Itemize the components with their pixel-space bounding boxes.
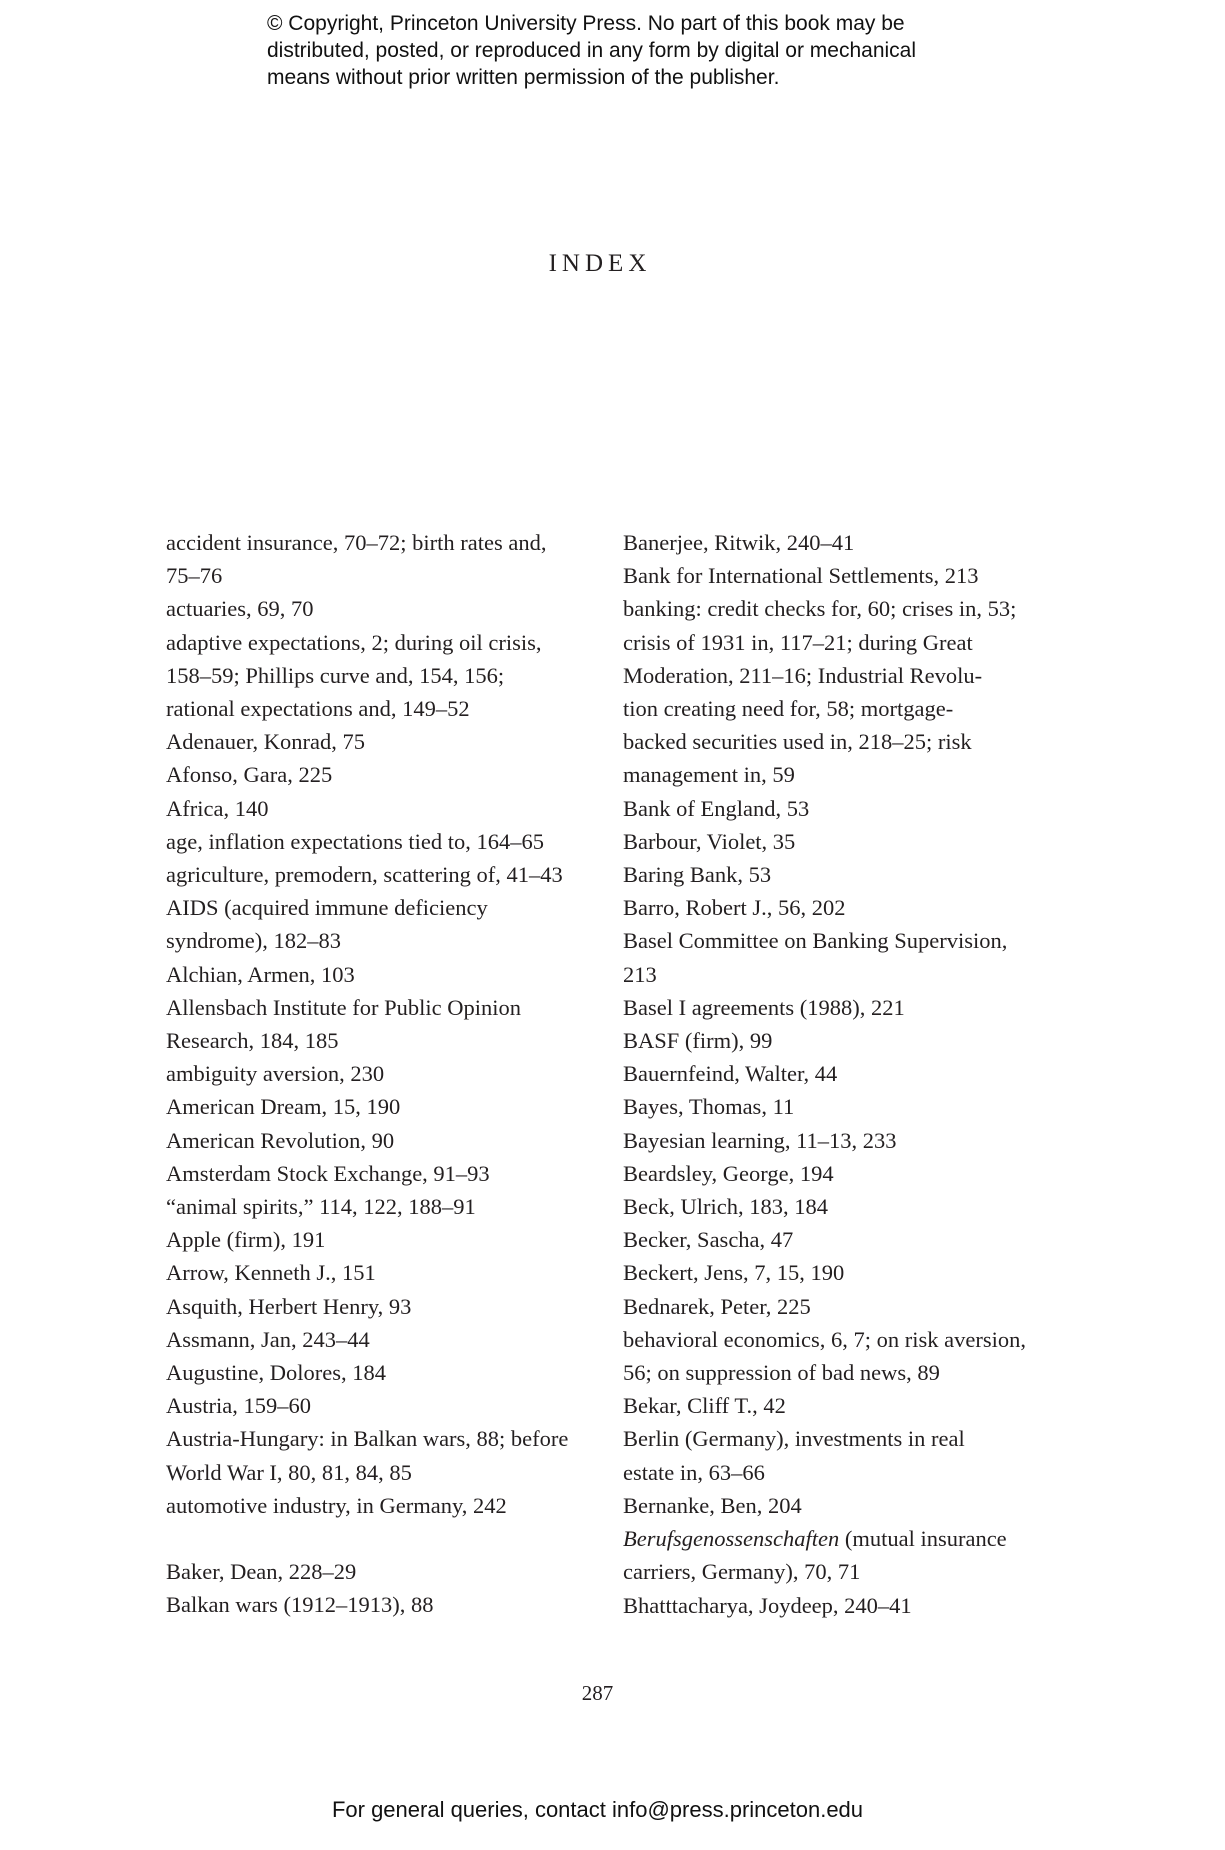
index-entry-line: Arrow, Kenneth J., 151 (166, 1260, 376, 1286)
index-entry-line: 158–59; Phillips curve and, 154, 156; (166, 662, 505, 688)
index-entry (623, 924, 1053, 990)
index-entry-line: Africa, 140 (166, 795, 269, 821)
index-entry (623, 559, 1053, 592)
index-entry (623, 1323, 1053, 1389)
index-entry-line: rational expectations and, 149–52 (166, 696, 470, 722)
index-entry (623, 1422, 1053, 1488)
index-entry-line: Banerjee, Ritwik, 240–41 (623, 530, 855, 555)
page-number: 287 (581, 1681, 614, 1705)
index-entry-line: Baker, Dean, 228–29 (166, 1559, 357, 1585)
index-entry-line: 75–76 (166, 563, 223, 589)
index-entry-line: Amsterdam Stock Exchange, 91–93 (166, 1160, 490, 1186)
index-entry-line: Beardsley, George, 194 (623, 1160, 834, 1186)
index-entry-line: Baring Bank, 53 (623, 862, 772, 888)
index-entry (166, 1290, 596, 1323)
index-entry (623, 1157, 1053, 1190)
index-entry (166, 526, 596, 592)
page-title: INDEX (548, 250, 652, 277)
index-entry-line: American Dream, 15, 190 (166, 1094, 401, 1120)
index-entry (623, 858, 1053, 891)
index-entry (623, 1124, 1053, 1157)
index-entry (166, 1389, 596, 1422)
index-entry-line: Adenauer, Konrad, 75 (166, 729, 366, 755)
copyright-line: © Copyright, Princeton University Press. No part of this book may be (267, 12, 905, 35)
index-entry (166, 1356, 596, 1389)
index-entry-line: age, inflation expectations tied to, 164–65 (166, 828, 545, 854)
index-entry-line: Bank for International Settlements, 213 (623, 563, 979, 589)
letter-group-gap (166, 1522, 596, 1555)
index-entry (623, 1290, 1053, 1323)
index-entry-line: actuaries, 69, 70 (166, 596, 314, 622)
index-entry-line: Beck, Ulrich, 183, 184 (623, 1194, 828, 1220)
index-entry (623, 991, 1053, 1024)
index-entry (166, 1223, 596, 1256)
index-entry-line: Austria, 159–60 (166, 1393, 311, 1419)
index-entry (166, 858, 596, 891)
index-entry (166, 1090, 596, 1123)
index-entry-line: Bauernfeind, Walter, 44 (623, 1061, 838, 1087)
index-entry-line: Allensbach Institute for Public Opinion (166, 994, 521, 1020)
index-entry (166, 1190, 596, 1223)
copyright-line: distributed, posted, or reproduced in any form by digital or mechanical (267, 39, 917, 62)
index-entry-line: syndrome), 182–83 (166, 928, 341, 954)
copyright-notice (267, 10, 1007, 91)
index-entry-line: Berlin (Germany), investments in real (623, 1426, 965, 1452)
index-entry-line: Bayesian learning, 11–13, 233 (623, 1127, 897, 1153)
index-entry-line: Afonso, Gara, 225 (166, 762, 333, 788)
index-entry (166, 991, 596, 1057)
index-entry (623, 1223, 1053, 1256)
index-entry (623, 1589, 1053, 1622)
index-entry-line: crisis of 1931 in, 117–21; during Great (623, 629, 973, 655)
index-entry (623, 1190, 1053, 1223)
index-entry-line: Bernanke, Ben, 204 (623, 1492, 802, 1518)
index-entry (166, 891, 596, 957)
index-entry-line: “animal spirits,” 114, 122, 188–91 (166, 1194, 476, 1220)
index-entry (623, 825, 1053, 858)
index-entry-line: agriculture, premodern, scattering of, 41–43 (166, 862, 563, 888)
index-entry (166, 1555, 596, 1588)
index-entry-line (623, 1522, 1053, 1555)
index-entry (166, 1157, 596, 1190)
index-entry (623, 1057, 1053, 1090)
footer-contact: For general queries, contact info@press.princeton.edu (331, 1797, 864, 1822)
index-entry-line: automotive industry, in Germany, 242 (166, 1492, 507, 1518)
index-entry-line: Austria-Hungary: in Balkan wars, 88; before (166, 1426, 569, 1452)
index-entry (623, 526, 1053, 559)
index-entry-line: Bhatttacharya, Joydeep, 240–41 (623, 1592, 912, 1618)
index-entry (166, 1588, 596, 1621)
index-entry-line: AIDS (acquired immune deficiency (166, 895, 488, 921)
index-entry-line: Becker, Sascha, 47 (623, 1227, 794, 1253)
index-entry-line: accident insurance, 70–72; birth rates and, (166, 530, 547, 555)
index-entry (166, 758, 596, 791)
index-entry-line: World War I, 80, 81, 84, 85 (166, 1459, 412, 1485)
index-entry (623, 792, 1053, 825)
index-entry-line: Barbour, Violet, 35 (623, 828, 796, 854)
index-entry-line: 213 (623, 961, 657, 987)
index-entry-line: estate in, 63–66 (623, 1459, 765, 1485)
index-entry (623, 1256, 1053, 1289)
index-entry (623, 1090, 1053, 1123)
index-entry-line: carriers, Germany), 70, 71 (623, 1559, 861, 1585)
index-entry-line: banking: credit checks for, 60; crises in, 53; (623, 596, 1017, 622)
index-entry-line: American Revolution, 90 (166, 1127, 395, 1153)
index-entry (166, 825, 596, 858)
index-entry-line: Bank of England, 53 (623, 795, 810, 821)
index-entry-line: BASF (firm), 99 (623, 1028, 773, 1054)
index-column-left (166, 526, 596, 1622)
index-entry-line: 56; on suppression of bad news, 89 (623, 1360, 940, 1386)
index-entry-line: tion creating need for, 58; mortgage- (623, 696, 954, 722)
index-entry-line: Apple (firm), 191 (166, 1227, 326, 1253)
index-entry-line: Alchian, Armen, 103 (166, 961, 355, 987)
index-entry-line: Assmann, Jan, 243–44 (166, 1326, 370, 1352)
index-entry-line: adaptive expectations, 2; during oil crisis, (166, 629, 542, 655)
index-entry-line: management in, 59 (623, 762, 795, 788)
index-entry (166, 626, 596, 726)
index-entry (623, 1024, 1053, 1057)
index-entry (166, 1256, 596, 1289)
index-entry-line: Basel Committee on Banking Supervision, (623, 928, 1008, 954)
index-column-right (623, 526, 1053, 1622)
index-entry (166, 1422, 596, 1488)
index-entry-line: Barro, Robert J., 56, 202 (623, 895, 846, 921)
index-entry-line: ambiguity aversion, 230 (166, 1061, 385, 1087)
index-entry (623, 1522, 1053, 1588)
index-entry-term-italic: Berufsgenossenschaften (623, 1526, 840, 1552)
index-entry-line: Research, 184, 185 (166, 1028, 339, 1054)
index-entry-line: Asquith, Herbert Henry, 93 (166, 1293, 412, 1319)
index-entry (166, 1057, 596, 1090)
index-entry (166, 1124, 596, 1157)
index-entry (166, 1323, 596, 1356)
index-entry-line: backed securities used in, 218–25; risk (623, 729, 972, 755)
index-entry-line: Augustine, Dolores, 184 (166, 1360, 386, 1386)
index-entry (166, 958, 596, 991)
index-entry-line: Bekar, Cliff T., 42 (623, 1393, 786, 1419)
index-entry-line: Basel I agreements (1988), 221 (623, 994, 905, 1020)
copyright-line: means without prior written permission of the publisher. (267, 66, 780, 89)
index-entry (623, 1489, 1053, 1522)
index-entry-line: Beckert, Jens, 7, 15, 190 (623, 1260, 845, 1286)
index-entry (166, 792, 596, 825)
index-entry (166, 725, 596, 758)
index-entry-text: (mutual insurance (839, 1526, 1007, 1552)
index-entry (166, 592, 596, 625)
index-entry-line: Moderation, 211–16; Industrial Revolu- (623, 662, 983, 688)
index-entry (623, 592, 1053, 791)
index-entry (623, 891, 1053, 924)
index-entry (166, 1489, 596, 1522)
index-entry-line: Balkan wars (1912–1913), 88 (166, 1592, 434, 1618)
index-entry-line: behavioral economics, 6, 7; on risk aversion, (623, 1326, 1027, 1352)
index-entry (623, 1389, 1053, 1422)
index-entry-line: Bednarek, Peter, 225 (623, 1293, 811, 1319)
index-entry-line: Bayes, Thomas, 11 (623, 1094, 795, 1120)
